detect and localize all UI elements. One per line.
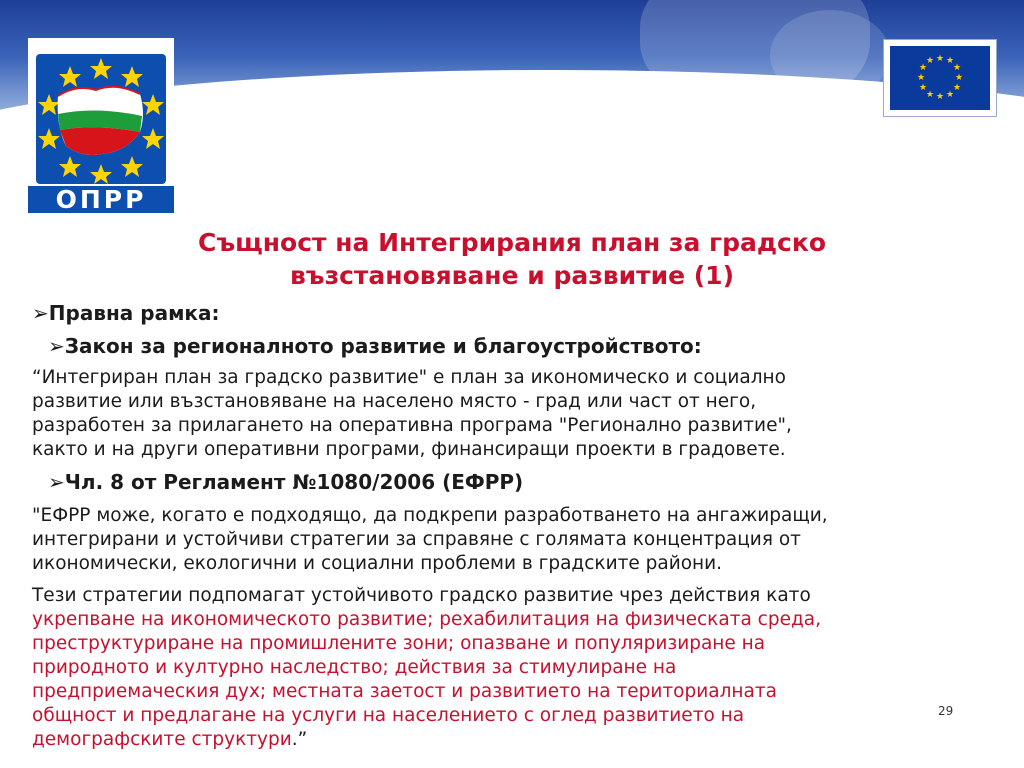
strategies-highlight: укрепване на икономическото развитие; рехабилитация на физическата среда, преструктуриране на промишлените зони; опазване и популяризиране на природното и културно наследство; действия за стимулиране на предприемаческия дух; местната заетост и развитието на териториалната общност и предлагане на услуги на населението с оглед развитието на демографските структури [32, 609, 821, 750]
strategies-paragraph [32, 584, 992, 752]
logo-wordmark: ОПРР [28, 186, 174, 213]
svg-text:★: ★ [925, 56, 935, 66]
definition-paragraph: “Интегриран план за градско развитие" е план за икономическо и социално развитие или възстановяване на населено място - град или част от него, разработен за прилагането на оперативна програма "Регионално развитие", както и на други оперативни програми, финансиращи проекти в градовете. [32, 367, 792, 460]
bulgaria-map-emblem [36, 54, 166, 184]
svg-text:★: ★ [916, 73, 926, 83]
arrow-bullet-icon: ➢ [32, 301, 49, 325]
erdf-paragraph: "ЕФРР може, когато е подходящо, да подкрепи разработването на ангажиращи, интегрирани и устойчиви стратегии за справяне с голямата концентрация от икономически, екологични и социални проблеми в градските райони. [32, 505, 828, 574]
strategies-end: .” [291, 729, 308, 750]
svg-text:★: ★ [918, 63, 928, 73]
bullet-text: Правна рамка: [48, 301, 220, 325]
svg-text:★: ★ [925, 90, 935, 100]
banner-puzzle-shape [770, 10, 890, 100]
eu-flag [884, 40, 996, 116]
bullet-regulation [48, 470, 523, 494]
svg-text:★: ★ [945, 56, 955, 66]
eu-flag-field [890, 46, 990, 110]
oprr-logo [28, 38, 174, 213]
svg-text:★: ★ [952, 63, 962, 73]
arrow-bullet-icon: ➢ [48, 470, 65, 494]
page-number: 29 [938, 704, 954, 718]
arrow-bullet-icon: ➢ [48, 334, 65, 358]
bullet-law [48, 334, 702, 358]
svg-text:★: ★ [952, 83, 962, 93]
svg-text:★: ★ [935, 54, 945, 64]
bullet-text: Закон за регионалното развитие и благоустройството: [64, 334, 702, 358]
eu-stars-icon [890, 46, 990, 110]
svg-text:★: ★ [945, 90, 955, 100]
svg-text:★: ★ [935, 92, 945, 102]
svg-text:★: ★ [954, 73, 964, 83]
svg-text:★: ★ [918, 83, 928, 93]
slide-title: Същност на Интегрирания план за градско възстановяване и развитие (1) [197, 228, 826, 290]
bullet-legal-framework [32, 301, 219, 325]
map-stars-icon [36, 54, 166, 184]
bullet-text: Чл. 8 от Регламент №1080/2006 (ЕФРР) [64, 470, 524, 494]
strategies-intro: Тези стратегии подпомагат устойчивото градско развитие чрез действия като [32, 585, 811, 606]
